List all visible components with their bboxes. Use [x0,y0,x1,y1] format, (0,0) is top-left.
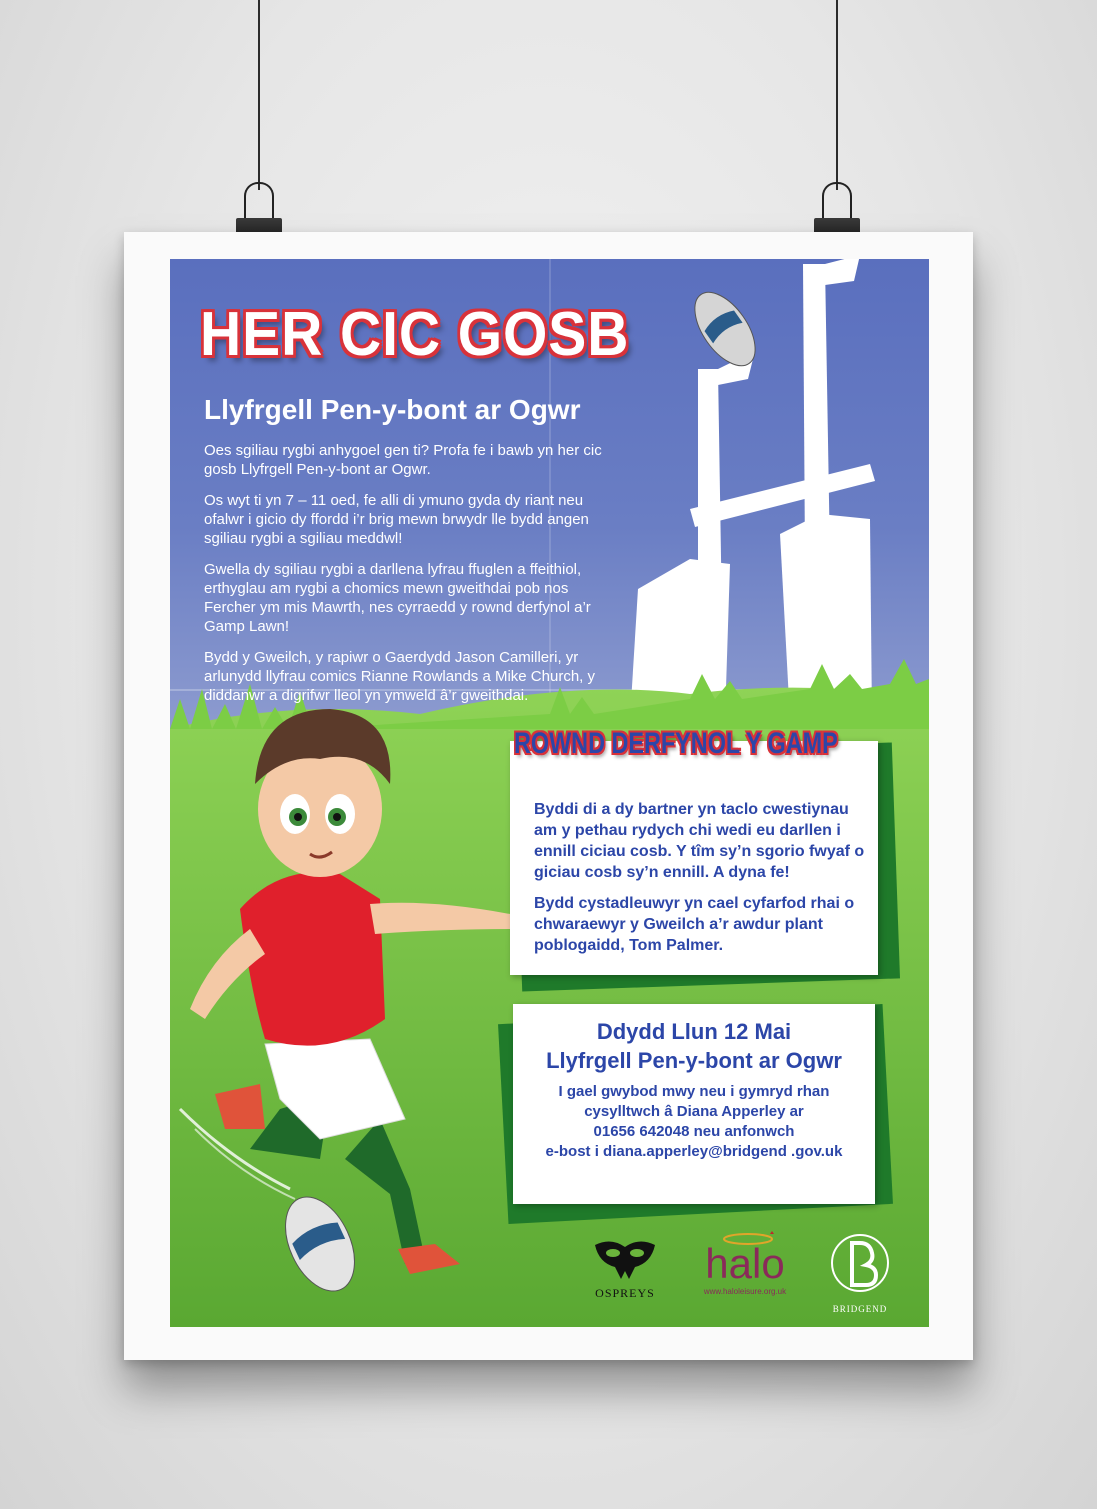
finals-card [510,741,878,975]
event-contact-info [513,1082,875,1162]
hanging-wire-left [258,0,260,190]
event-date: Ddydd Llun 12 Mai [596,1019,792,1044]
event-info-line: e-bost i diana.apperley@bridgend .gov.uk [545,1143,843,1160]
event-panel [495,1004,895,1224]
finals-heading: ROWND DERFYNOL Y GAMP [514,727,838,760]
halo-wordmark: halo [705,1240,785,1287]
hanging-wire-right [836,0,838,190]
ospreys-text: OSPREYS [595,1286,655,1300]
bridgend-logo [820,1229,900,1314]
event-card [513,1004,875,1204]
halo-url: www.haloleisure.org.uk [703,1287,787,1296]
intro-paragraph: Bydd y Gweilch, y rapiwr o Gaerdydd Jason Camilleri, yr arlunydd llyfrau comics Rianne Rowlands a Mike Church, y diddanwr a digrifwr lleol yn ymweld â’r gweithdai. [204,649,595,704]
intro-paragraph: Gwella dy sgiliau rygbi a darllena lyfrau ffuglen a ffeithiol, erthyglau am rygbi a chomics mewn gweithdai pob nos Fercher ym mis Mawrth, nes cyrraedd y rownd derfynol a’r Gamp Lawn! [204,561,591,635]
poster-title: HER CIC GOSB [200,300,630,369]
finals-panel [510,729,892,979]
event-info-line: cysylltwch â Diana Apperley ar [584,1103,804,1120]
poster-paper [124,232,973,1360]
bridgend-text: BRIDGEND [832,1304,888,1314]
intro-paragraph: Oes sgiliau rygbi anhygoel gen ti? Profa fe i bawb yn her cic gosb Llyfrgell Pen-y-bont ar Ogwr. [204,442,602,478]
halo-ring-icon [720,1231,780,1245]
finals-paragraph: Bydd cystadleuwyr yn cael cyfarfod rhai o chwaraewyr y Gweilch a’r awdur plant poblogaidd, Tom Palmer. [534,895,855,954]
halo-logo [690,1229,800,1296]
finals-body [534,799,874,966]
event-venue: Llyfrgell Pen-y-bont ar Ogwr [546,1048,842,1073]
bridgend-emblem-icon [830,1229,890,1299]
ospreys-logo [585,1237,665,1301]
sponsor-logos [565,1229,915,1319]
event-info-line: I gael gwybod mwy neu i gymryd rhan [558,1083,830,1100]
intro-paragraph: Os wyt ti yn 7 – 11 oed, fe alli di ymuno gyda dy riant neu ofalwr i gicio dy ffordd i’r brig mewn brwydr lle bydd angen sgiliau rygbi a sgiliau meddwl! [204,492,589,547]
poster [170,259,929,1327]
event-info-line: 01656 642048 neu anfonwch [593,1123,795,1140]
intro-text [204,441,614,717]
poster-subtitle: Llyfrgell Pen-y-bont ar Ogwr [204,394,581,425]
finals-paragraph: Byddi di a dy bartner yn taclo cwestiynau am y pethau rydych chi wedi eu darllen i ennill ciciau cosb. Y tîm sy’n sgorio fwyaf o giciau cosb sy’n ennill. A dyna fe! [534,801,865,881]
ospreys-mask-icon [593,1237,657,1281]
